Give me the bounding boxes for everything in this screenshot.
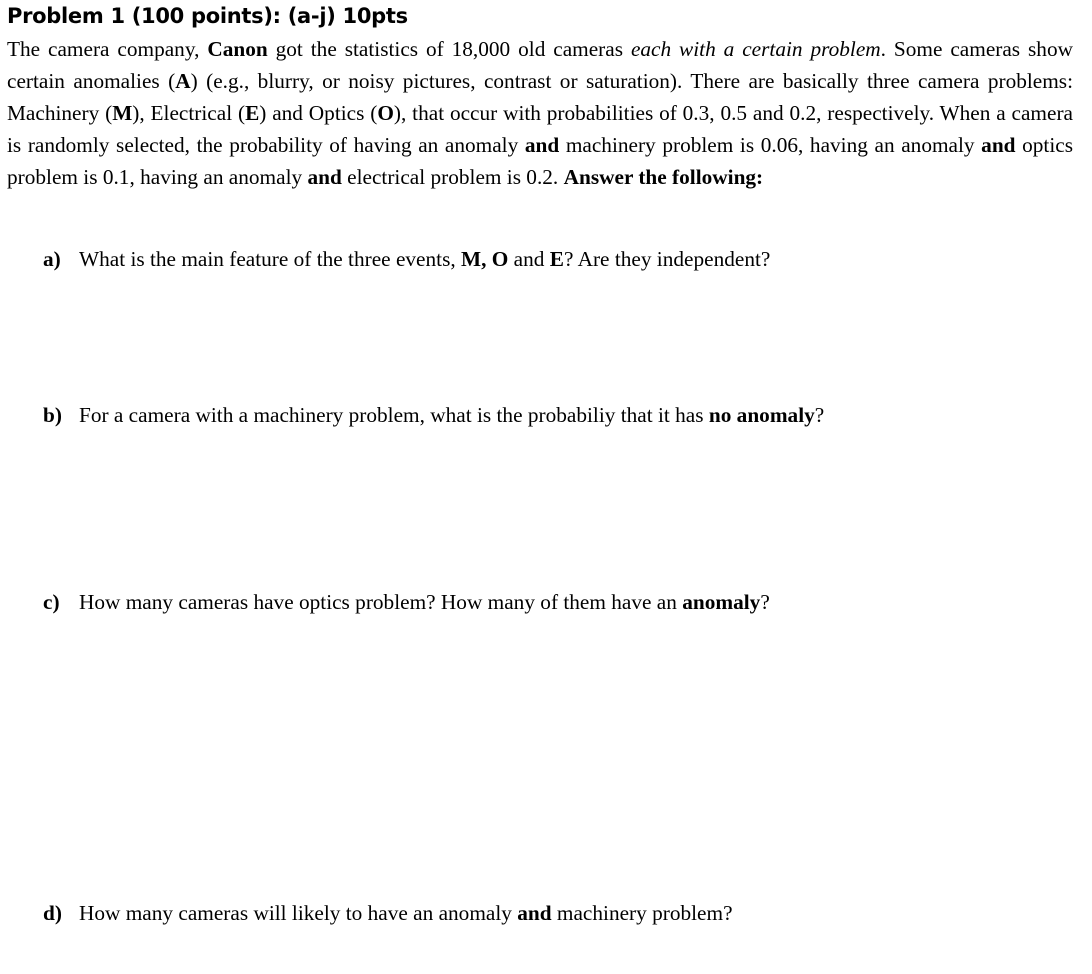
question-text: ? Are they independent? xyxy=(563,247,771,271)
question-b xyxy=(43,399,824,431)
question-text: For a camera with a machinery problem, what is the probabiliy that it has xyxy=(79,403,709,427)
intro-text: got the statistics of 18,000 old cameras xyxy=(267,37,631,61)
question-text: ? xyxy=(814,403,825,427)
intro-and: and xyxy=(524,133,560,157)
intro-company: Canon xyxy=(207,37,268,61)
question-label: b) xyxy=(43,403,62,427)
question-emphasis: anomaly xyxy=(682,590,761,614)
intro-text: ), that occur with probabilities of 0.3, 0.5 and 0.2, respectively. When a camera is randomly selected, the probability of having an anomaly xyxy=(7,101,1073,157)
intro-emphasis: each with a certain problem xyxy=(630,37,881,61)
intro-text: optics problem is 0.1, having an anomaly xyxy=(7,133,1074,189)
question-d xyxy=(43,897,733,929)
intro-text: electrical problem is 0.2. xyxy=(341,165,564,189)
question-text: ? xyxy=(760,590,770,614)
question-c xyxy=(43,586,770,618)
question-label: c) xyxy=(43,590,60,614)
question-emphasis: and xyxy=(517,901,552,925)
question-a xyxy=(43,243,770,275)
question-label: a) xyxy=(43,247,61,271)
question-emphasis: no anomaly xyxy=(708,403,815,427)
intro-event-e: E xyxy=(245,101,260,125)
intro-event-a: A xyxy=(175,69,191,93)
question-text: How many cameras have optics problem? How many of them have an xyxy=(79,590,683,614)
question-emphasis: M, O xyxy=(461,247,509,271)
question-text: machinery problem? xyxy=(551,901,733,925)
question-label: d) xyxy=(43,901,62,925)
intro-text: ) and Optics ( xyxy=(259,101,378,125)
intro-event-m: M xyxy=(112,101,133,125)
intro-and: and xyxy=(981,133,1016,157)
intro-text: The camera company, xyxy=(7,37,208,61)
intro-text: ) (e.g., blurry, or noisy pictures, contrast or saturation). There are basically three camera problems: Machinery ( xyxy=(7,69,1074,125)
question-text: What is the main feature of the three events, xyxy=(79,247,462,271)
intro-and: and xyxy=(307,165,342,189)
intro-text: ), Electrical ( xyxy=(132,101,246,125)
question-text: and xyxy=(508,247,550,271)
intro-text: machinery problem is 0.06, having an anomaly xyxy=(559,133,982,157)
question-text: How many cameras will likely to have an anomaly xyxy=(79,901,518,925)
problem-intro xyxy=(7,33,1073,193)
problem-title: Problem 1 (100 points): (a-j) 10pts xyxy=(7,4,408,28)
question-emphasis: E xyxy=(549,247,564,271)
intro-answer-prompt: Answer the following: xyxy=(563,165,764,189)
intro-event-o: O xyxy=(377,101,394,125)
intro-text: . Some cameras show certain anomalies ( xyxy=(7,37,1073,93)
